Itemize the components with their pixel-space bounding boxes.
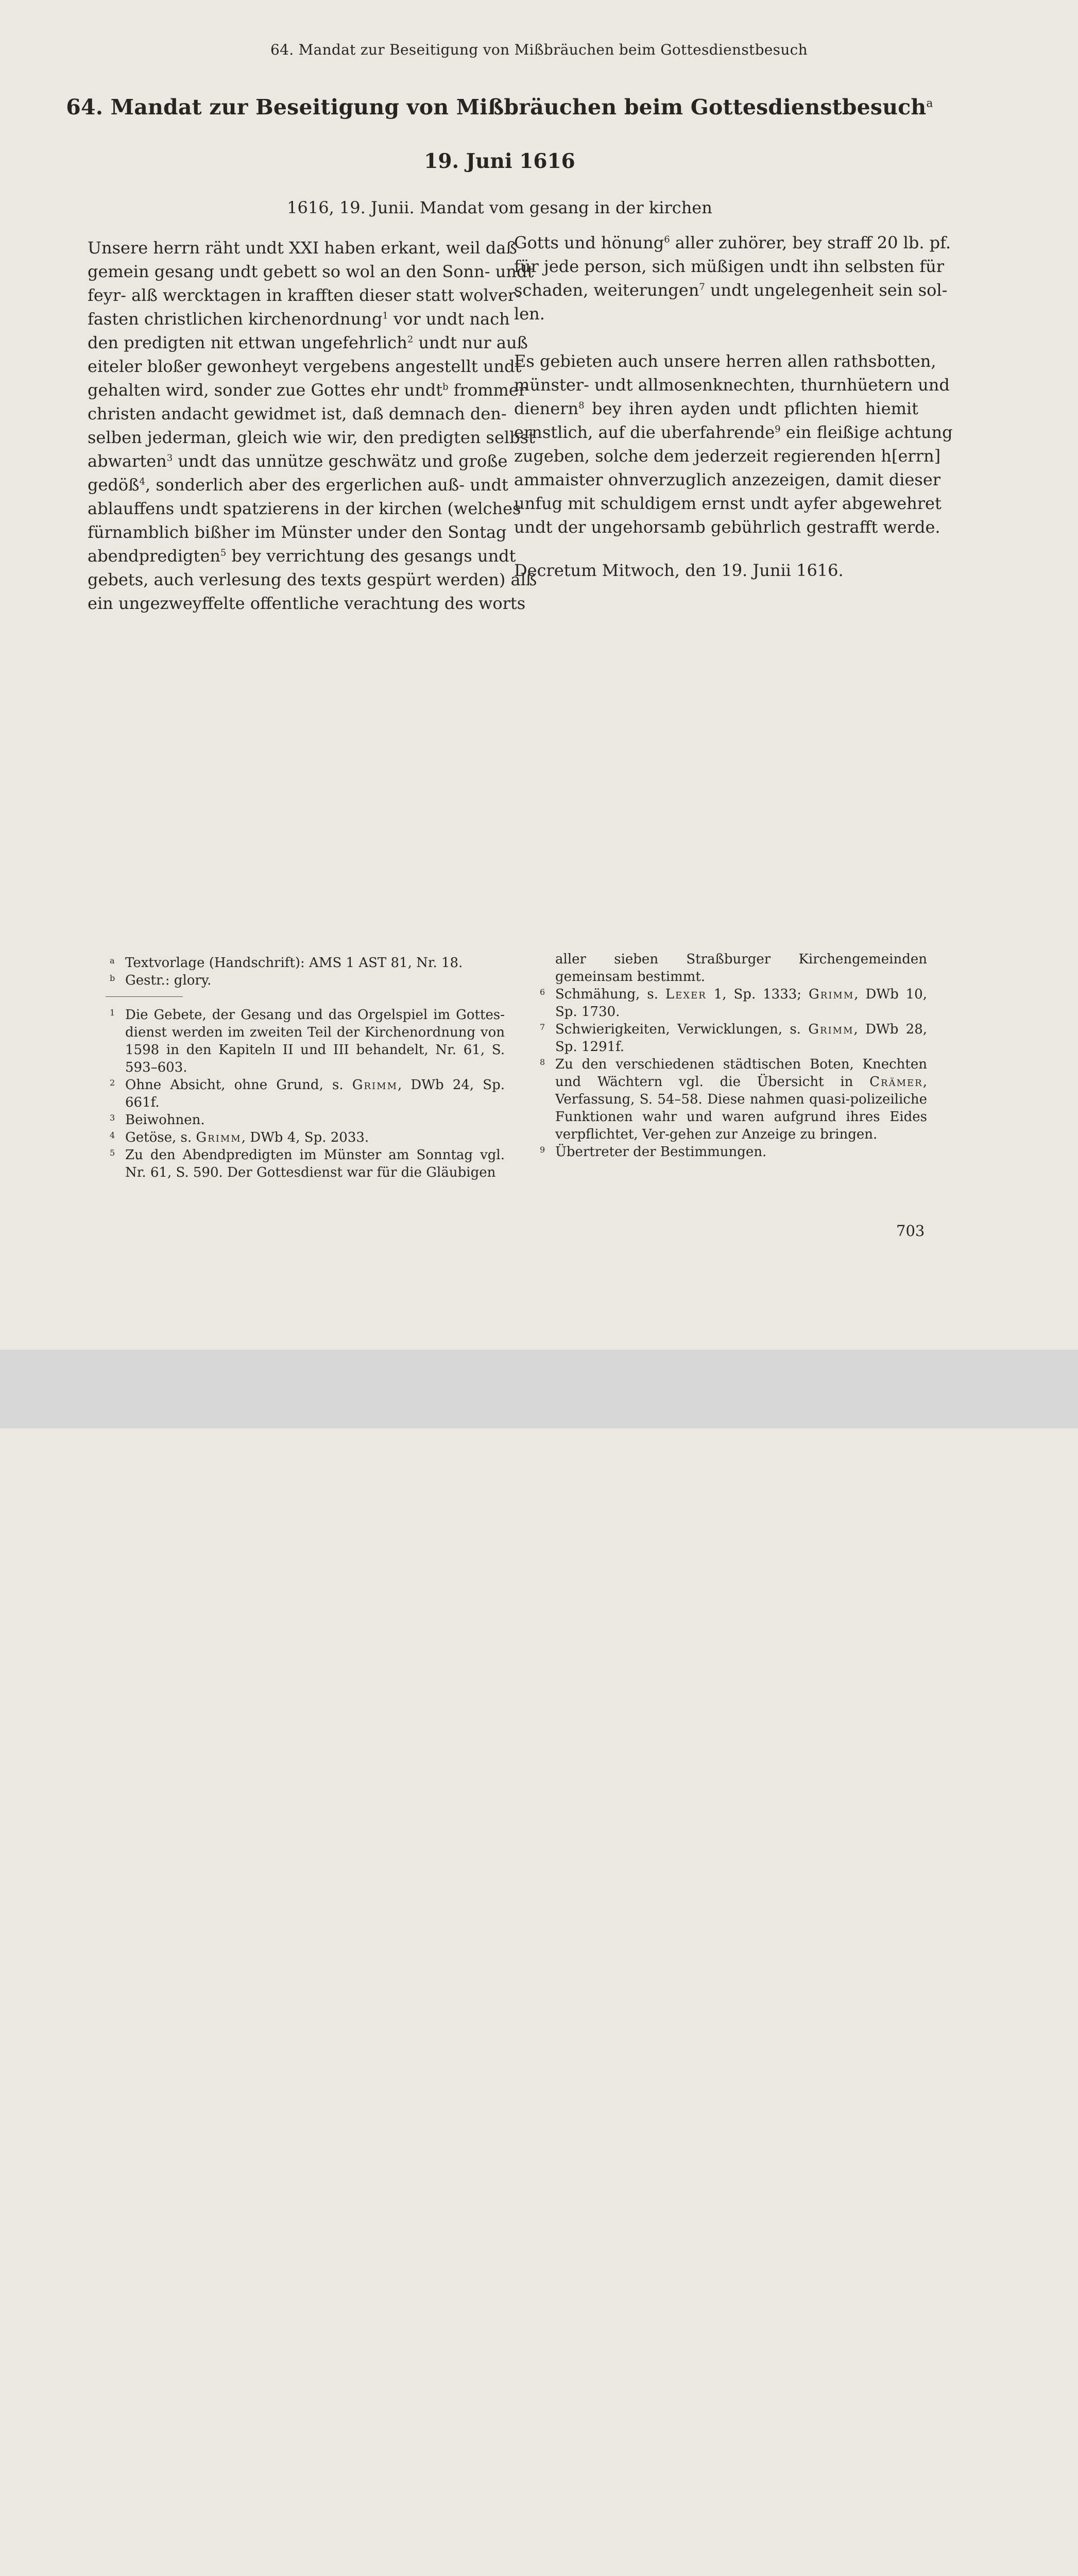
text-line: gehalten wird, sonder zue Gottes ehr undt$^b$ frommer xyxy=(88,380,527,400)
text-line: abendpredigten$^5$ bey verrichtung des gesangs undt xyxy=(88,546,516,566)
text-note: b Gestr.: glory. xyxy=(106,972,505,989)
paragraph-2 xyxy=(514,349,953,539)
text-line: gebets, auch verlesung des texts gespürt werden) alß xyxy=(88,570,537,589)
footnote: 1 Die Gebete, der Gesang und das Orgelspiel im Gottes-dienst werden im zweiten Teil der Kirchenordnung von 1598 in den Kapiteln II und III behandelt, Nr. 61, S. 593–603. xyxy=(106,1006,505,1076)
text-line: dienern$^8$ bey ihren ayden undt pflichten hiemit xyxy=(514,399,918,418)
text-line: schaden, weiterungen$^7$ undt ungelegenheit sein sol- xyxy=(514,280,948,300)
footnote-continuation: aller sieben Straßburger Kirchengemeinden gemeinsam bestimmt. xyxy=(555,952,927,985)
note-mark: 2 xyxy=(110,1078,115,1088)
paragraph-1 xyxy=(514,231,951,326)
footnote-ref: 8 xyxy=(578,400,585,411)
text-line: feyr- alß wercktagen in krafften dieser statt wolver- xyxy=(88,285,521,305)
note-mark: 1 xyxy=(110,1008,115,1018)
footnote: 5 Zu den Abendpredigten im Münster am Sonntag vgl. Nr. 61, S. 590. Der Gottesdienst war für die Gläubigen xyxy=(106,1146,505,1181)
text-line: Gotts und hönung$^6$ aller zuhörer, bey straff 20 lb. pf. xyxy=(514,233,951,252)
text-line: christen andacht gewidmet ist, daß demnach den- xyxy=(88,404,507,423)
text-line: ein ungezweyffelte offentliche verachtung des worts xyxy=(88,594,526,613)
note-mark: 8 xyxy=(540,1057,545,1067)
text-line: undt der ungehorsamb gebührlich gestrafft werde. xyxy=(514,517,940,537)
note-mark: 3 xyxy=(110,1113,115,1123)
footnote: 7 Schwierigkeiten, Verwicklungen, s. Grimm, DWb 28, Sp. 1291f. xyxy=(536,1021,927,1056)
note-mark: 9 xyxy=(540,1145,545,1155)
page-number: 703 xyxy=(896,1222,925,1240)
text-line: len. xyxy=(514,304,545,324)
footnote: 3 Beiwohnen. xyxy=(106,1111,505,1129)
footnote-ref: 9 xyxy=(775,423,781,435)
author-citation: Grimm xyxy=(809,987,854,1002)
text-line: abwarten$^3$ undt das unnütze geschwätz und große xyxy=(88,451,508,471)
author-citation: Grimm xyxy=(352,1077,398,1093)
author-citation: Grimm xyxy=(196,1130,242,1145)
text-line: Es gebieten auch unsere herren allen rathsbotten, xyxy=(514,351,936,371)
footnotes-left xyxy=(106,954,505,1181)
footnote: 9 Übertreter der Bestimmungen. xyxy=(536,1143,927,1161)
text-line: unfug mit schuldigem ernst undt ayfer abgewehret xyxy=(514,494,942,513)
note-mark: b xyxy=(110,973,115,983)
note-mark: 6 xyxy=(540,987,545,997)
viewer-footer xyxy=(0,1350,1078,1428)
footnote-ref: b xyxy=(442,381,449,393)
document-title xyxy=(0,95,999,120)
document-date: 19. Juni 1616 xyxy=(424,149,575,173)
footnote-list-right xyxy=(536,986,927,1161)
footnote-ref: 5 xyxy=(220,547,227,558)
text-line: ernstlich, auf die uberfahrende$^9$ ein fleißige achtung xyxy=(514,422,953,442)
text-line: selben jederman, gleich wie wir, den predigten selbst xyxy=(88,428,535,447)
footnote-ref: 1 xyxy=(382,310,388,321)
text-line: fürnamblich bißher im Münster under den Sontag xyxy=(88,522,507,542)
text-note: a Textvorlage (Handschrift): AMS 1 AST 81, Nr. 18. xyxy=(106,954,505,972)
text-line: den predigten nit ettwan ungefehrlich$^2$ undt nur auß xyxy=(88,333,528,352)
text-line: für jede person, sich müßigen undt ihn selbsten für xyxy=(514,257,945,276)
note-mark: 7 xyxy=(540,1022,545,1032)
note-mark: 4 xyxy=(110,1130,115,1140)
document-title-text: 64. Mandat zur Beseitigung von Mißbräuchen beim Gottesdienstbesuch xyxy=(66,95,927,120)
footnote: 4 Getöse, s. Grimm, DWb 4, Sp. 2033. xyxy=(106,1129,505,1146)
text-line: gemein gesang undt gebett so wol an den Sonn- undt xyxy=(88,262,534,281)
text-line: fasten christlichen kirchenordnung$^1$ vor undt nach xyxy=(88,309,510,329)
document-subheading: 1616, 19. Junii. Mandat vom gesang in der kirchen xyxy=(287,198,712,217)
footnote-ref: 4 xyxy=(139,476,145,487)
text-line: ablauffens undt spatzierens in der kirchen (welches xyxy=(88,499,521,518)
text-line: gedöß$^4$, sonderlich aber des ergerlichen auß- undt xyxy=(88,475,508,495)
text-line: ammaister ohnverzuglich anzezeigen, damit dieser xyxy=(514,470,941,489)
text-line: zugeben, solche dem jederzeit regierenden h[errn] xyxy=(514,446,941,466)
footnote-divider xyxy=(106,996,183,997)
footnote: 2 Ohne Absicht, ohne Grund, s. Grimm, DWb 24, Sp. 661f. xyxy=(106,1076,505,1111)
footnote-list-left xyxy=(106,1006,505,1181)
author-citation: Crämer xyxy=(869,1074,923,1090)
footnote: 6 Schmähung, s. Lexer 1, Sp. 1333; Grimm, DWb 10, Sp. 1730. xyxy=(536,986,927,1021)
author-citation: Grimm xyxy=(808,1022,854,1037)
text-line: münster- undt allmosenknechten, thurnhüetern und xyxy=(514,375,950,395)
decretum-line: Decretum Mitwoch, den 19. Junii 1616. xyxy=(514,561,844,580)
author-citation: Lexer xyxy=(665,987,707,1002)
text-line: Unsere herrn räht undt XXI haben erkant, weil daß xyxy=(88,238,517,258)
text-critical-notes xyxy=(106,954,505,989)
text-line: eiteler bloßer gewonheyt vergebens angestellt undt xyxy=(88,357,522,376)
footnote-ref: 7 xyxy=(699,281,705,293)
footnotes-right xyxy=(536,951,927,1161)
footnote: 8 Zu den verschiedenen städtischen Boten, Knechten und Wächtern vgl. die Übersicht in Crämer, Verfassung, S. 54–58. Diese nahmen quasi-polizeiliche Funktionen wahr und waren aufgrund ihres Eides verpflichtet, Ver-gehen zur Anzeige zu bringen. xyxy=(536,1056,927,1143)
title-note-mark: a xyxy=(926,97,933,110)
footnote-ref: 3 xyxy=(166,452,173,464)
note-mark: a xyxy=(110,956,115,965)
footnote-ref: 6 xyxy=(664,234,670,245)
body-column-right xyxy=(514,231,953,582)
running-head: 64. Mandat zur Beseitigung von Mißbräuchen beim Gottesdienstbesuch xyxy=(270,41,808,58)
note-mark: 5 xyxy=(110,1148,115,1158)
footnote-ref: 2 xyxy=(407,334,414,345)
